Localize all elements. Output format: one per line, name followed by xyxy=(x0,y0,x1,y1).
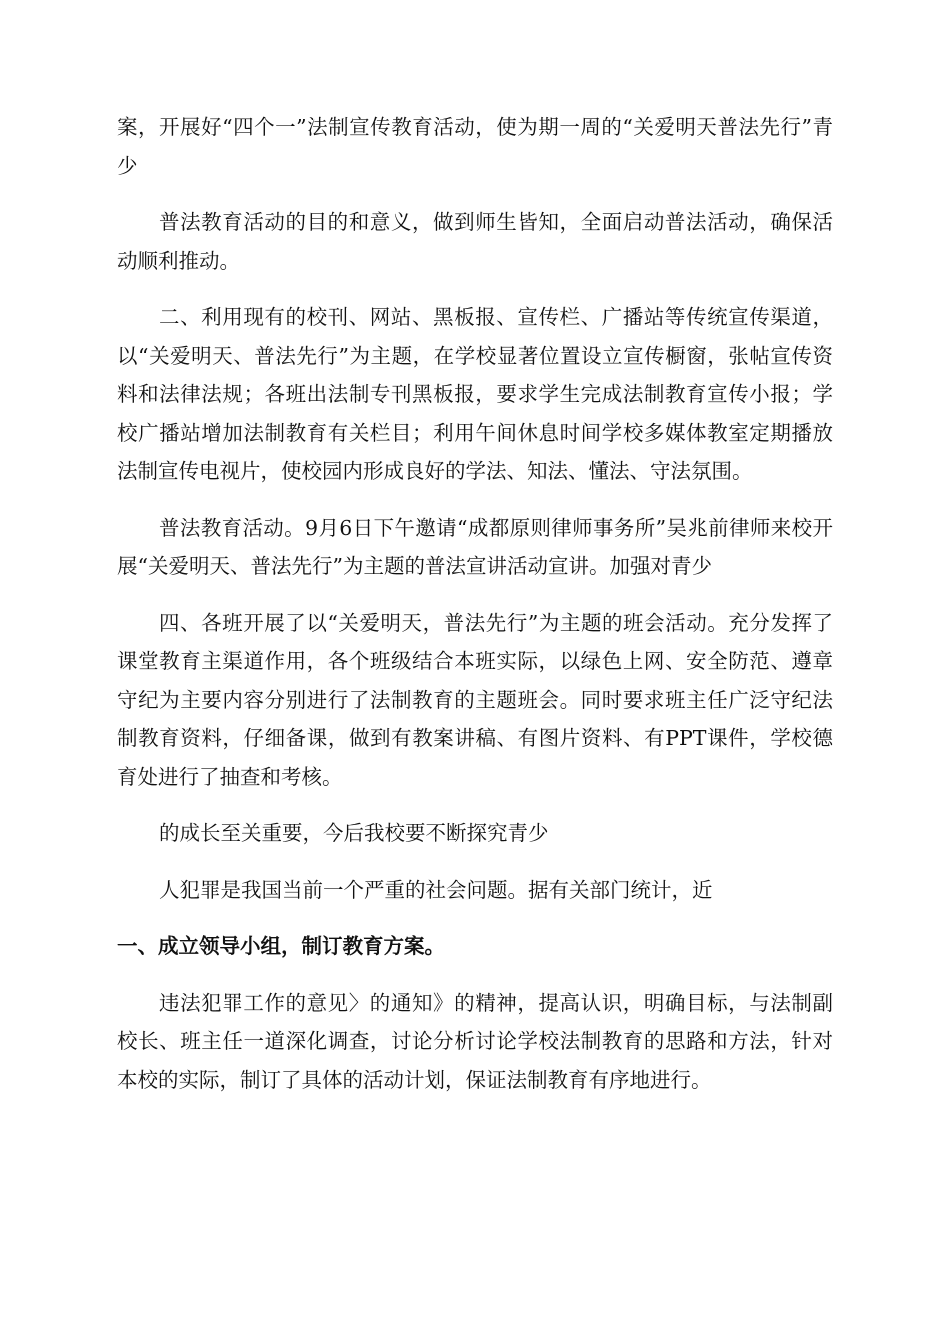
paragraph-1: 案，开展好“四个一”法制宣传教育活动，使为期一周的“关爱明天普法先行”青少 xyxy=(117,115,833,178)
paragraph-6: 的成长至关重要，今后我校要不断探究青少 xyxy=(159,821,549,845)
paragraph-5: 四、各班开展了以“关爱明天，普法先行”为主题的班会活动。充分发挥了课堂教育主渠道作用，各个班级结合本班实际，以绿色上网、安全防范、遵章守纪为主要内容分别进行了法制教育的主题班会。同时要求班主任广泛守纪法制教育资料，仔细备课，做到有教案讲稿、有图片资料、有PPT课件，学校德育处进行了抽查和考核。 xyxy=(117,610,833,789)
document-body xyxy=(117,108,833,1117)
paragraph-7: 人犯罪是我国当前一个严重的社会问题。据有关部门统计，近 xyxy=(159,877,713,902)
paragraph-8: 违法犯罪工作的意见〉的通知》的精神，提高认识，明确目标，与法制副校长、班主任一道深化调查，讨论分析讨论学校法制教育的思路和方法，针对本校的实际，制订了具体的活动计划，保证法制教育有序地进行。 xyxy=(117,990,833,1092)
paragraph-2: 普法教育活动的目的和意义，做到师生皆知，全面启动普法活动，确保活动顺利推动。 xyxy=(117,210,833,273)
paragraph-4: 普法教育活动。9月6日下午邀请“成都原则律师事务所”吴兆前律师来校开展“关爱明天、普法先行”为主题的普法宣讲活动宣讲。加强对青少 xyxy=(117,515,833,578)
section-heading: 一、成立领导小组，制订教育方案。 xyxy=(117,934,445,958)
paragraph-3: 二、利用现有的校刊、网站、黑板报、宣传栏、广播站等传统宣传渠道，以“关爱明天、普法先行”为主题，在学校显著位置设立宣传橱窗，张帖宣传资料和法律法规；各班出法制专刊黑板报，要求学生完成法制教育宣传小报；学校广播站增加法制教育有关栏目；利用午间休息时间学校多媒体教室定期播放法制宣传电视片，使校园内形成良好的学法、知法、懂法、守法氛围。 xyxy=(117,305,833,483)
